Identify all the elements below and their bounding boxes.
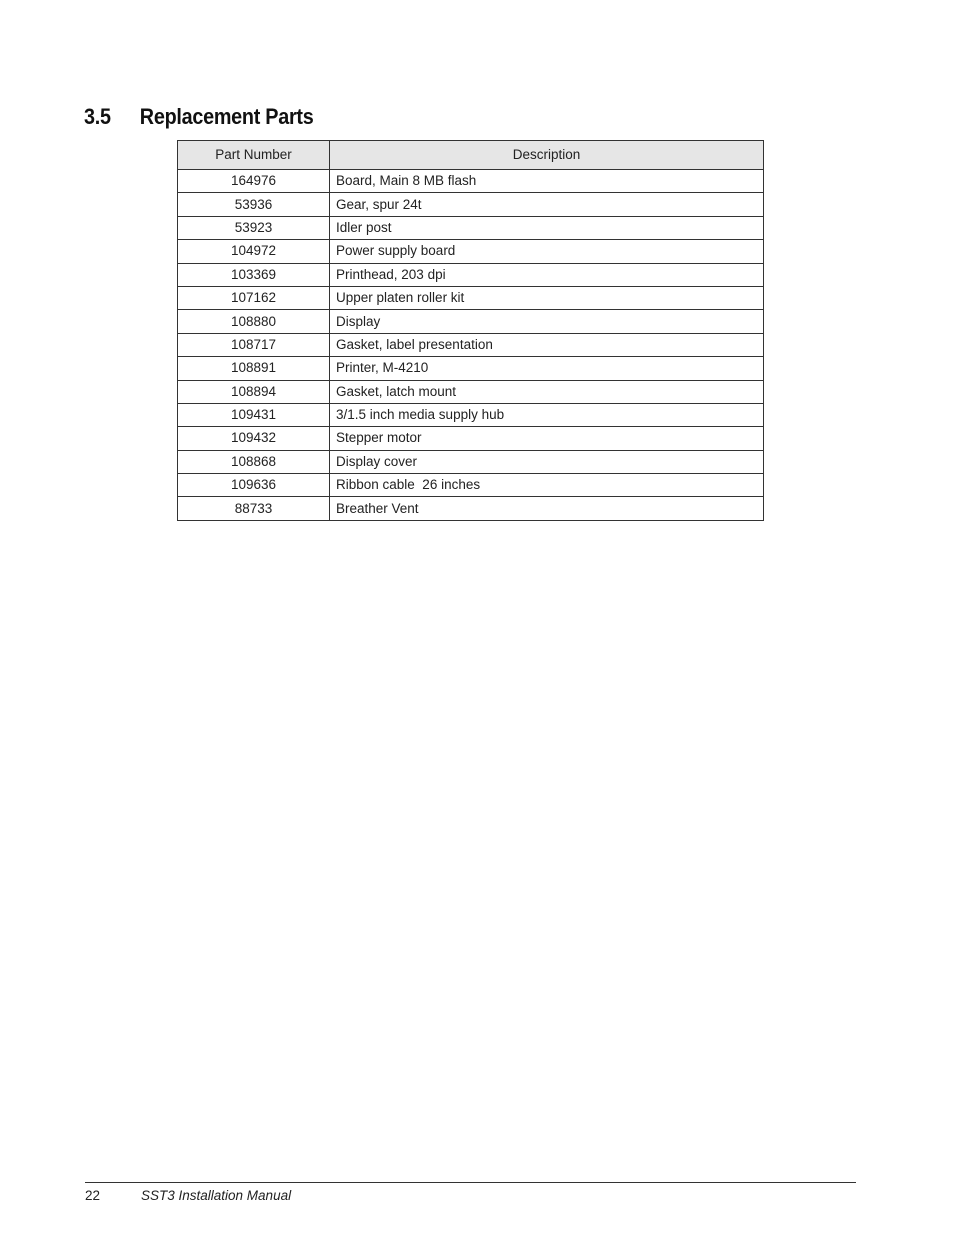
table-row	[178, 450, 764, 473]
replacement-parts-table	[177, 140, 764, 521]
part-number-cell: 104972	[178, 240, 330, 263]
table-row	[178, 240, 764, 263]
description-cell: Idler post	[330, 216, 764, 239]
table-row	[178, 263, 764, 286]
table-row	[178, 333, 764, 356]
description-cell: 3/1.5 inch media supply hub	[330, 403, 764, 426]
table-row	[178, 170, 764, 193]
table-row	[178, 474, 764, 497]
footer-divider	[85, 1182, 856, 1183]
footer-page-number: 22	[85, 1188, 101, 1203]
table-row	[178, 427, 764, 450]
part-number-cell: 109431	[178, 403, 330, 426]
part-number-cell: 108717	[178, 333, 330, 356]
description-cell: Gasket, label presentation	[330, 333, 764, 356]
table-row	[178, 216, 764, 239]
description-cell: Stepper motor	[330, 427, 764, 450]
description-cell: Gasket, latch mount	[330, 380, 764, 403]
part-number-cell: 88733	[178, 497, 330, 520]
table-row	[178, 497, 764, 520]
part-number-cell: 103369	[178, 263, 330, 286]
section-number: 3.5	[84, 104, 111, 129]
description-cell: Breather Vent	[330, 497, 764, 520]
part-number-cell: 164976	[178, 170, 330, 193]
description-cell: Upper platen roller kit	[330, 286, 764, 309]
part-number-cell: 53936	[178, 193, 330, 216]
part-number-cell: 107162	[178, 286, 330, 309]
description-cell: Board, Main 8 MB flash	[330, 170, 764, 193]
description-cell: Power supply board	[330, 240, 764, 263]
part-number-cell: 108894	[178, 380, 330, 403]
table-row	[178, 193, 764, 216]
description-cell: Ribbon cable 26 inches	[330, 474, 764, 497]
table-row	[178, 286, 764, 309]
column-header-description: Description	[330, 141, 764, 170]
description-cell: Gear, spur 24t	[330, 193, 764, 216]
description-cell: Display cover	[330, 450, 764, 473]
table-row	[178, 380, 764, 403]
column-header-part-number: Part Number	[178, 141, 330, 170]
part-number-cell: 53923	[178, 216, 330, 239]
description-cell: Printer, M-4210	[330, 357, 764, 380]
footer-manual-title: SST3 Installation Manual	[141, 1188, 292, 1203]
description-cell: Display	[330, 310, 764, 333]
part-number-cell: 109636	[178, 474, 330, 497]
part-number-cell: 108891	[178, 357, 330, 380]
table-row	[178, 403, 764, 426]
description-cell: Printhead, 203 dpi	[330, 263, 764, 286]
part-number-cell: 108880	[178, 310, 330, 333]
table-header-row	[178, 141, 764, 170]
section-title: Replacement Parts	[139, 104, 314, 129]
part-number-cell: 109432	[178, 427, 330, 450]
table-row	[178, 310, 764, 333]
section-heading	[84, 104, 314, 130]
table-row	[178, 357, 764, 380]
part-number-cell: 108868	[178, 450, 330, 473]
